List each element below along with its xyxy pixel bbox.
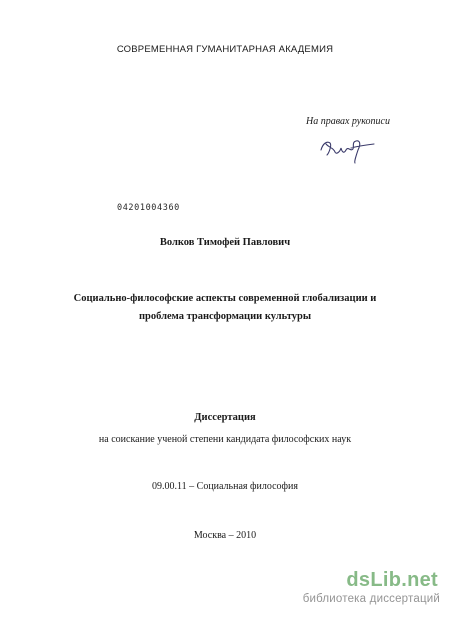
watermark-logo: dsLib.net: [346, 569, 438, 591]
dslib-watermark: [280, 569, 446, 613]
title-line-2: проблема трансформации культуры: [138, 311, 312, 322]
manuscript-rights-note: На правах рукописи: [306, 116, 390, 127]
handwritten-signature: [318, 134, 376, 164]
degree-line: на соискание ученой степени кандидата философских наук: [98, 434, 352, 445]
title-line-1: Социально-философские аспекты современной глобализации и: [73, 293, 377, 304]
catalog-code: 04201004360: [117, 203, 180, 213]
dissertation-title: [0, 290, 450, 326]
specialty-line: 09.00.11 – Социальная философия: [152, 481, 298, 492]
city-year-line: Москва – 2010: [193, 530, 257, 541]
watermark-tagline: библиотека диссертаций: [302, 593, 440, 605]
work-kind: Диссертация: [194, 412, 256, 423]
academy-name: СОВРЕМЕННАЯ ГУМАНИТАРНАЯ АКАДЕМИЯ: [116, 44, 334, 55]
author-name: Волков Тимофей Павлович: [159, 237, 291, 248]
